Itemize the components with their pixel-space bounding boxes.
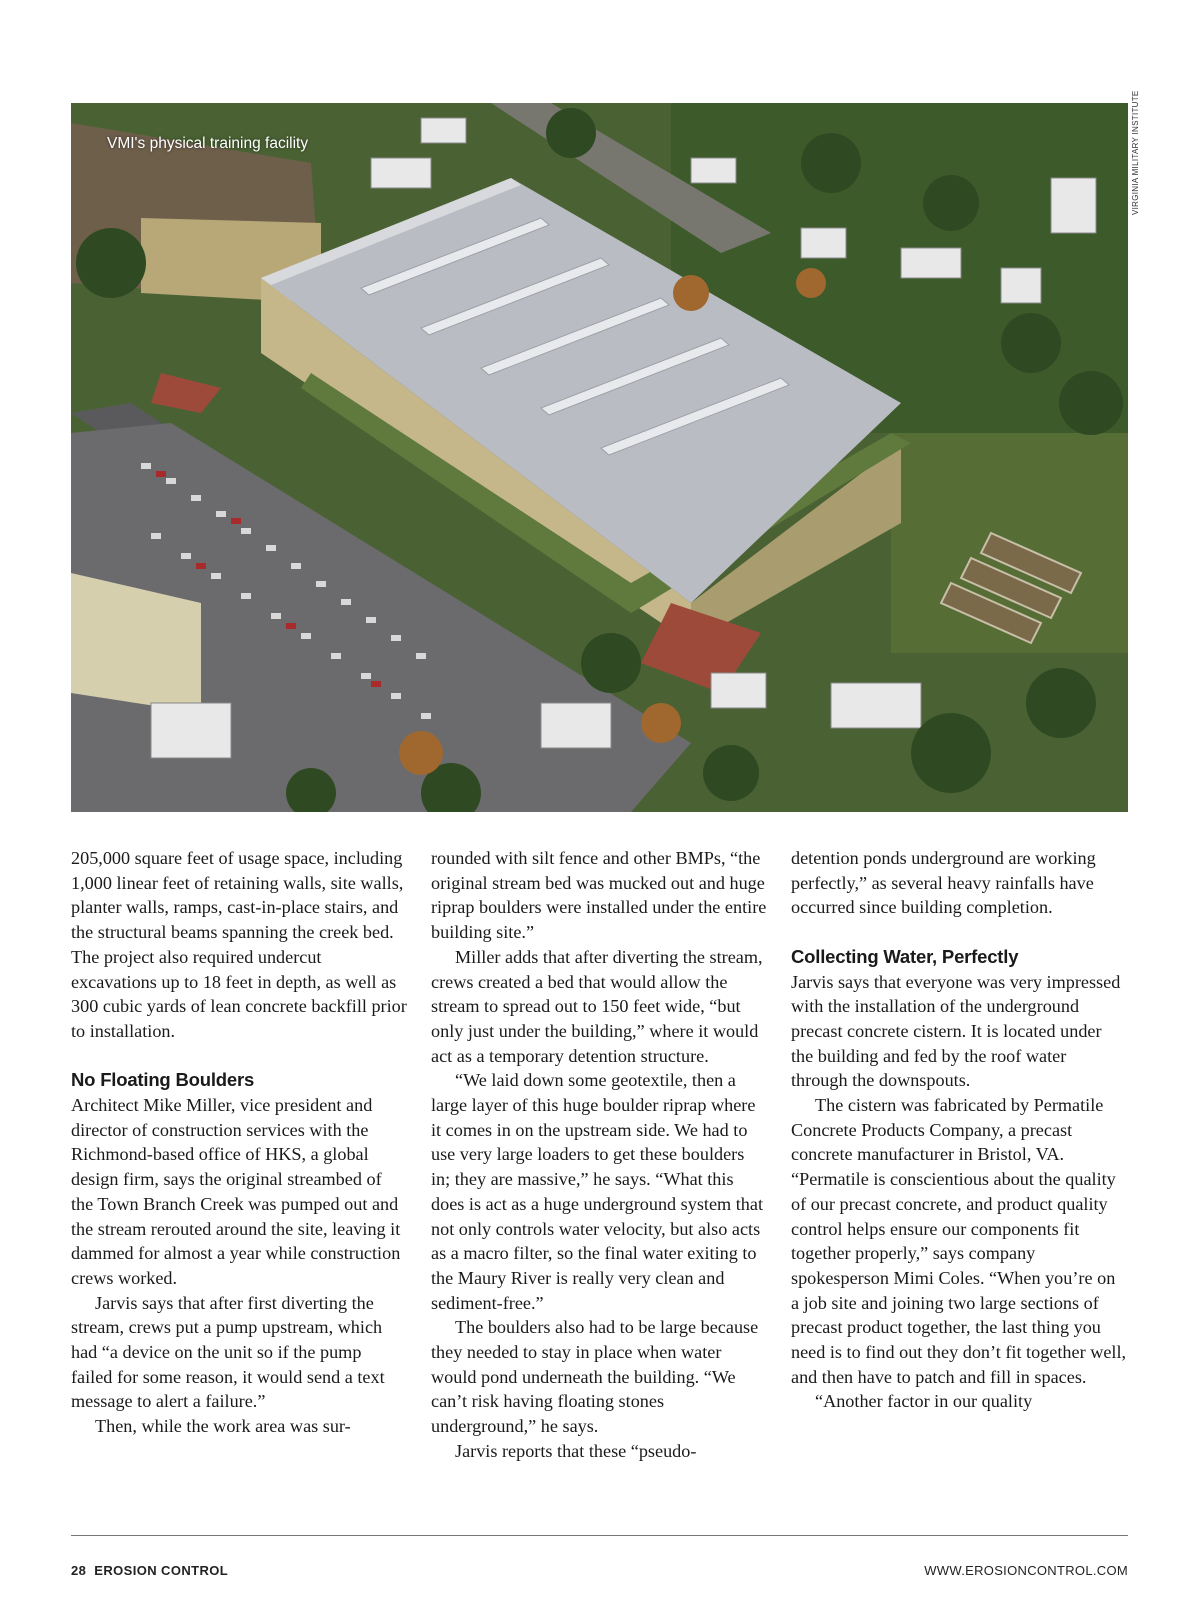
aerial-photo (71, 103, 1128, 812)
article-column-1 (71, 846, 407, 1439)
publication-name: EROSION CONTROL (94, 1563, 229, 1578)
paragraph: rounded with silt fence and other BMPs, “the original stream bed was mucked out and huge riprap boulders were installed under the entire building site.” (431, 848, 767, 943)
photo-credit: VIRGINIA MILITARY INSTITUTE (1131, 90, 1140, 215)
paragraph: The boulders also had to be large because they needed to stay in place when water would pond underneath the building. “We can’t risk having floating stones underground,” he says. (431, 1317, 759, 1437)
aerial-photo-illustration (71, 103, 1128, 812)
article-column-3 (791, 846, 1127, 1414)
footer-website: WWW.EROSIONCONTROL.COM (924, 1563, 1128, 1578)
footer-folio (71, 1563, 228, 1578)
paragraph: detention ponds underground are working perfectly,” as several heavy rainfalls have occurred since building completion. (791, 848, 1096, 918)
paragraph: Jarvis says that everyone was very impressed with the installation of the underground precast concrete cistern. It is located under the building and fed by the roof water through the downspouts. (791, 971, 1121, 1091)
paragraph: Miller adds that after diverting the stream, crews created a bed that would allow the stream to spread out to 150 feet wide, “but only just under the building,” where it would act as a temporary detention structure. (431, 946, 763, 1066)
paragraph: The cistern was fabricated by Permatile Concrete Products Company, a precast concrete manufacturer in Bristol, VA. “Permatile is conscientious about the quality of our precast concrete, and product quality control helps ensure our components fit together properly,” says company spokesperson Mimi Coles. “When you’re on a job site and joining two large sections of precast product together, the last thing you need is to find out they don’t fit together well, and then have to patch and fill in spaces. (791, 1095, 1127, 1387)
paragraph: “Another factor in our quality (815, 1391, 1033, 1412)
paragraph: “We laid down some geotextile, then a large layer of this huge boulder riprap where it comes in on the upstream side. We had to use very large loaders to get these boulders in; they are massive,” he says. “What this does is act as a huge underground system that not only controls water velocity, but also acts as a macro filter, so the final water exiting to the Maury River is really very clean and sediment-free.” (431, 1070, 764, 1313)
paragraph: Jarvis says that after first diverting the stream, crews put a pump upstream, which had “a device on the unit so if the pump failed for some reason, it would send a text message to alert a failure.” (71, 1292, 385, 1412)
article-column-2 (431, 846, 767, 1464)
section-heading: No Floating Boulders (71, 1069, 255, 1091)
paragraph: Then, while the work area was sur- (95, 1416, 351, 1437)
photo-caption: VMI's physical training facility (107, 135, 309, 152)
paragraph: Architect Mike Miller, vice president and director of construction services with the Richmond-based office of HKS, a global design firm, says the original streambed of the Town Branch Creek was pumped out and the stream rerouted around the site, leaving it dammed for almost a year while construction crews worked. (71, 1095, 401, 1288)
paragraph: Jarvis reports that these “pseudo- (455, 1440, 697, 1461)
page-number: 28 (71, 1563, 87, 1578)
section-heading: Collecting Water, Perfectly (791, 945, 1019, 967)
paragraph: 205,000 square feet of usage space, including 1,000 linear feet of retaining walls, site walls, planter walls, ramps, cast-in-place stairs, and the structural beams spanning the creek bed. The project also required undercut excavations up to 18 feet in depth, as well as 300 cubic yards of lean concrete backfill prior to installation. (71, 848, 407, 1041)
footer-divider (71, 1535, 1128, 1536)
